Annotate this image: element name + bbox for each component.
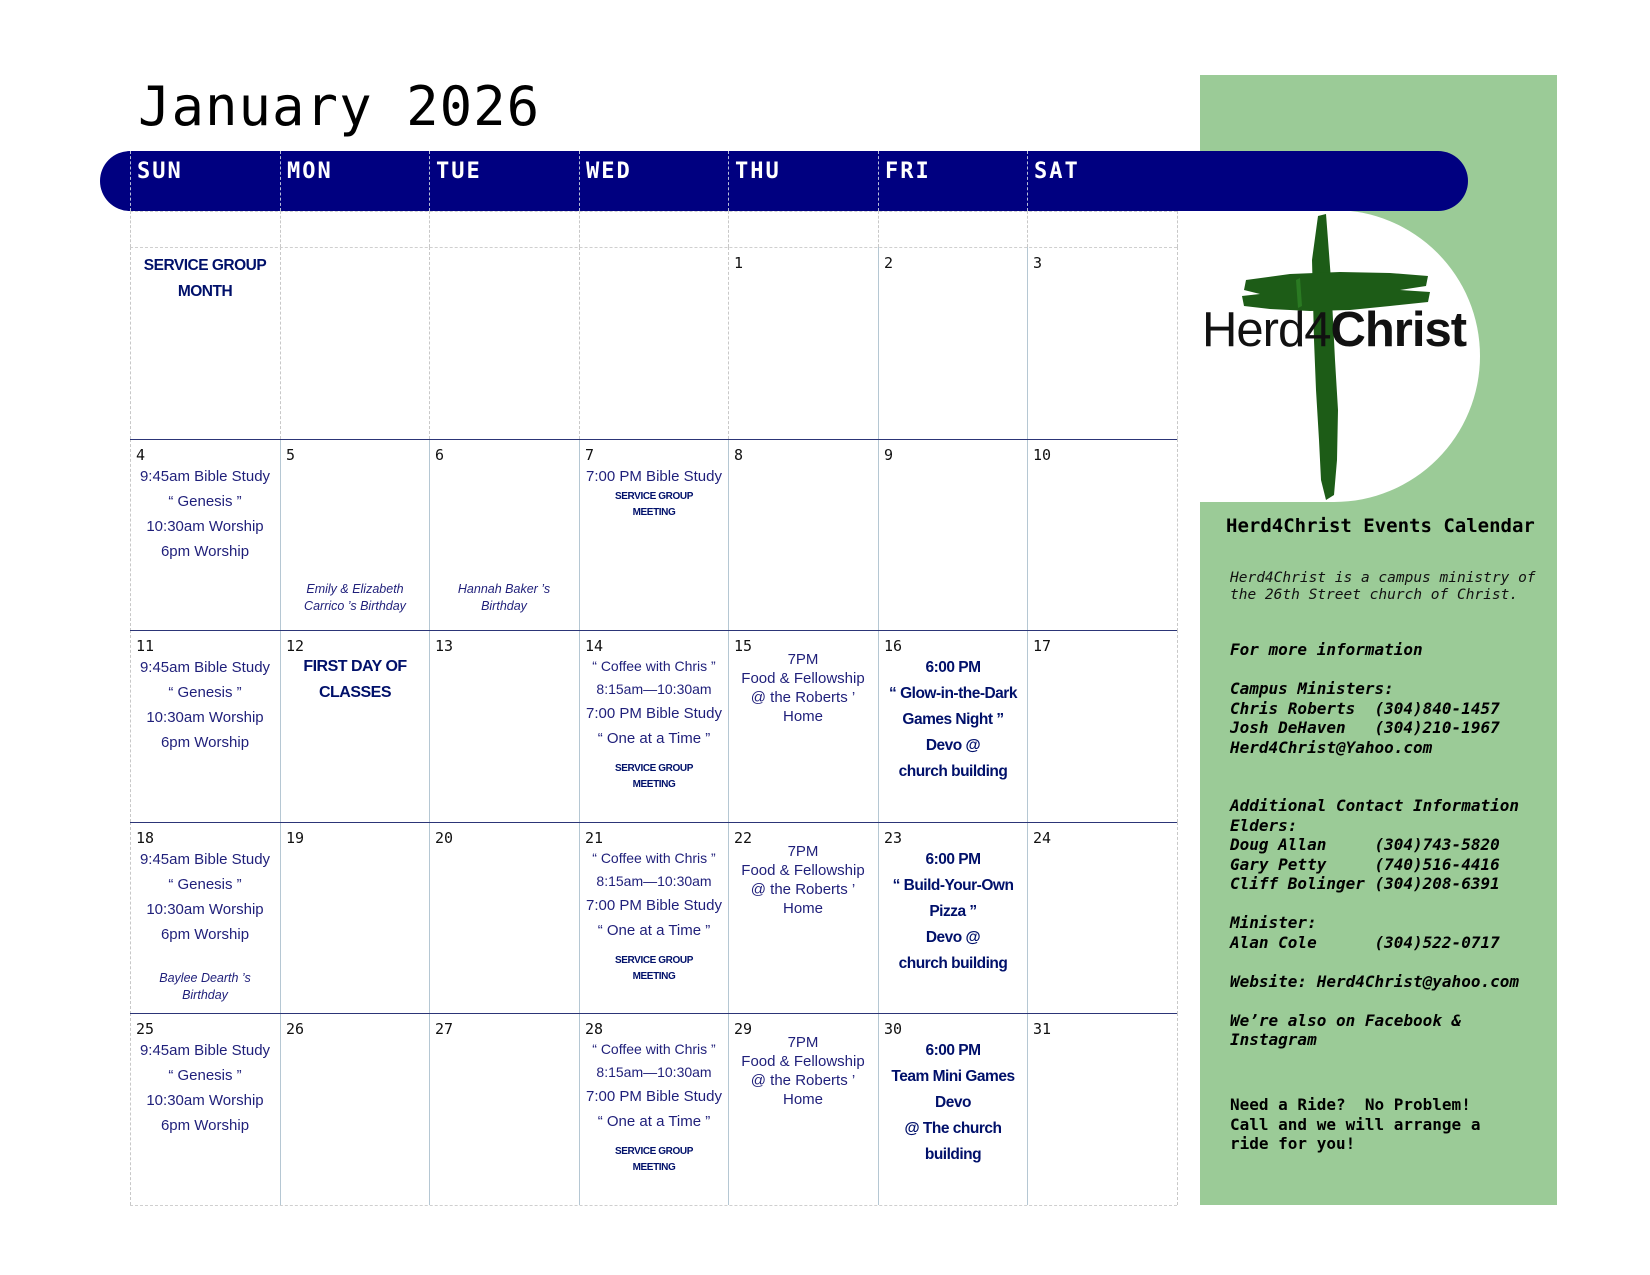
event-list — [878, 847, 1028, 977]
event-text: MONTH — [177, 283, 233, 300]
grid-line-vertical — [1177, 247, 1178, 439]
event-text: 6pm Worship — [160, 1117, 250, 1134]
event-text: FIRST DAY OF — [303, 658, 407, 675]
day-number: 22 — [734, 829, 753, 847]
event-text: @ The church — [904, 1120, 1002, 1137]
event-text: “ Genesis ” — [168, 876, 242, 893]
calendar-day-cell[interactable] — [1027, 439, 1177, 631]
day-header-fri: FRI — [878, 151, 1028, 211]
event-text: 8:15am—10:30am — [596, 873, 712, 889]
calendar-day-cell[interactable] — [728, 1013, 878, 1205]
event-text: “ One at a Time ” — [597, 1113, 711, 1130]
calendar-day-cell[interactable] — [878, 1013, 1028, 1205]
birthday-line: Carrico ’s Birthday — [304, 599, 406, 613]
event-text: SERVICE GROUP — [615, 491, 693, 502]
calendar-day-cell[interactable] — [429, 630, 579, 822]
event-text: 9:45am Bible Study — [139, 851, 271, 868]
day-number: 3 — [1033, 254, 1043, 272]
event-text: MEETING — [632, 971, 676, 982]
event-list — [728, 842, 878, 918]
event-text: SERVICE GROUP — [615, 955, 693, 966]
grid-line-vertical — [728, 211, 729, 247]
event-spacer — [579, 943, 729, 953]
event-text: Food & Fellowship — [741, 862, 865, 879]
event-text: Home — [782, 900, 823, 917]
event-text: Food & Fellowship — [741, 1053, 865, 1070]
event-text: 7:00 PM Bible Study — [586, 1088, 722, 1105]
event-list — [728, 1033, 878, 1109]
event-text: MEETING — [632, 1162, 676, 1173]
event-text: Games Night ” — [902, 711, 1004, 728]
calendar-day-cell[interactable] — [579, 439, 729, 631]
calendar-day-cell[interactable] — [280, 247, 430, 439]
day-number: 10 — [1033, 446, 1052, 464]
calendar-day-cell[interactable] — [728, 247, 878, 439]
calendar-day-cell[interactable] — [130, 1013, 280, 1205]
event-text: 7:00 PM Bible Study — [586, 468, 722, 485]
day-number: 28 — [585, 1020, 604, 1038]
calendar-day-cell[interactable] — [429, 247, 579, 439]
event-text: 10:30am Worship — [146, 709, 264, 726]
calendar-day-cell[interactable] — [878, 247, 1028, 439]
event-text: 9:45am Bible Study — [139, 659, 271, 676]
event-text: 7:00 PM Bible Study — [586, 897, 722, 914]
event-text: Devo @ — [925, 737, 981, 754]
grid-line-vertical — [1027, 211, 1028, 247]
event-text: 6:00 PM — [925, 1042, 981, 1059]
calendar-day-cell[interactable] — [429, 822, 579, 1014]
event-text: @ the Roberts ’ — [750, 689, 856, 706]
day-number: 29 — [734, 1020, 753, 1038]
day-number: 31 — [1033, 1020, 1052, 1038]
day-number: 27 — [435, 1020, 454, 1038]
event-text: 7PM — [787, 651, 819, 668]
calendar-day-cell[interactable] — [579, 247, 729, 439]
calendar-day-cell[interactable] — [579, 822, 729, 1014]
day-number: 21 — [585, 829, 604, 847]
event-text: Home — [782, 1091, 823, 1108]
day-header-thu: THU — [728, 151, 878, 211]
event-text: 8:15am—10:30am — [596, 1064, 712, 1080]
day-number: 19 — [286, 829, 305, 847]
day-number: 2 — [884, 254, 894, 272]
day-number: 4 — [136, 446, 146, 464]
birthday-note — [429, 581, 579, 615]
event-text: “ Glow-in-the-Dark — [889, 685, 1017, 702]
calendar-day-cell[interactable] — [130, 439, 280, 631]
event-text: Pizza ” — [929, 903, 977, 920]
day-number: 24 — [1033, 829, 1052, 847]
sidebar-intro: Herd4Christ is a campus ministry of the 26th Street church of Christ. — [1230, 570, 1536, 603]
day-header-tue: TUE — [429, 151, 579, 211]
calendar-day-cell[interactable] — [878, 822, 1028, 1014]
event-text: SERVICE GROUP — [615, 1146, 693, 1157]
event-text: 9:45am Bible Study — [139, 468, 271, 485]
birthday-note — [130, 970, 280, 1004]
grid-line-vertical — [429, 211, 430, 247]
birthday-line: Birthday — [182, 988, 228, 1002]
event-text: 7PM — [787, 843, 819, 860]
event-text: “ Genesis ” — [168, 684, 242, 701]
day-number: 12 — [286, 637, 305, 655]
event-list — [130, 847, 280, 947]
calendar-day-cell[interactable] — [1027, 630, 1177, 822]
calendar-day-cell[interactable] — [878, 630, 1028, 822]
grid-line-vertical — [878, 211, 879, 247]
event-text: SERVICE GROUP — [615, 763, 693, 774]
day-header-wed: WED — [579, 151, 729, 211]
event-list — [579, 655, 729, 793]
calendar-day-cell[interactable] — [429, 1013, 579, 1205]
day-number: 25 — [136, 1020, 155, 1038]
event-text: @ the Roberts ’ — [750, 1072, 856, 1089]
event-text: church building — [898, 763, 1008, 780]
event-text: church building — [898, 955, 1008, 972]
calendar-day-cell[interactable] — [728, 439, 878, 631]
day-number: 13 — [435, 637, 454, 655]
event-text: “ Coffee with Chris ” — [592, 1041, 716, 1057]
grid-line-vertical — [1177, 211, 1178, 247]
event-text: 8:15am—10:30am — [596, 681, 712, 697]
sidebar-title: Herd4Christ Events Calendar — [1226, 515, 1535, 537]
day-number: 23 — [884, 829, 903, 847]
birthday-line: Baylee Dearth ’s — [159, 971, 251, 985]
day-header-sun: SUN — [130, 151, 280, 211]
event-text: Food & Fellowship — [741, 670, 865, 687]
event-spacer — [579, 751, 729, 761]
event-list — [130, 253, 280, 305]
day-header-mon: MON — [280, 151, 430, 211]
event-text: 10:30am Worship — [146, 518, 264, 535]
event-text: MEETING — [632, 507, 676, 518]
event-text: 6pm Worship — [160, 543, 250, 560]
event-text: “ One at a Time ” — [597, 922, 711, 939]
calendar-day-cell[interactable] — [1027, 247, 1177, 439]
event-text: CLASSES — [318, 684, 392, 701]
event-list — [579, 1038, 729, 1176]
event-text: 6pm Worship — [160, 734, 250, 751]
day-number: 9 — [884, 446, 894, 464]
event-text: 6:00 PM — [925, 851, 981, 868]
grid-line-vertical — [280, 211, 281, 247]
event-list — [878, 1038, 1028, 1168]
calendar-day-cell[interactable] — [1027, 1013, 1177, 1205]
day-number: 1 — [734, 254, 744, 272]
calendar-day-cell[interactable] — [579, 630, 729, 822]
event-list — [130, 464, 280, 564]
day-number: 16 — [884, 637, 903, 655]
day-number: 15 — [734, 637, 753, 655]
calendar-day-cell[interactable] — [1027, 822, 1177, 1014]
birthday-line: Birthday — [481, 599, 527, 613]
event-list — [728, 650, 878, 726]
grid-line-vertical — [579, 211, 580, 247]
event-text: SERVICE GROUP — [143, 257, 267, 274]
calendar-day-cell[interactable] — [429, 439, 579, 631]
grid-line-vertical — [1177, 822, 1178, 1014]
event-text: “ Coffee with Chris ” — [592, 850, 716, 866]
event-list — [579, 464, 729, 521]
event-text: Team Mini Games — [891, 1068, 1015, 1085]
event-spacer — [579, 1134, 729, 1144]
event-list — [878, 655, 1028, 785]
grid-line-vertical — [1177, 439, 1178, 631]
event-text: “ Genesis ” — [168, 1067, 242, 1084]
event-text: 10:30am Worship — [146, 1092, 264, 1109]
event-text: “ Build-Your-Own — [892, 877, 1014, 894]
calendar-day-cell[interactable] — [130, 630, 280, 822]
event-text: “ Genesis ” — [168, 493, 242, 510]
grid-line-vertical — [1177, 1013, 1178, 1205]
calendar-day-cell[interactable] — [130, 822, 280, 1014]
day-number: 5 — [286, 446, 296, 464]
calendar-day-cell[interactable] — [280, 822, 430, 1014]
event-text: Devo — [935, 1094, 971, 1111]
event-text: 6pm Worship — [160, 926, 250, 943]
calendar-day-cell[interactable] — [130, 247, 280, 439]
event-list — [130, 1038, 280, 1138]
birthday-note — [280, 581, 430, 615]
calendar-day-cell[interactable] — [728, 822, 878, 1014]
event-text: MEETING — [632, 779, 676, 790]
event-text: 10:30am Worship — [146, 901, 264, 918]
sidebar-ride-note: Need a Ride? No Problem! Call and we will arrange a ride for you! — [1230, 1095, 1481, 1153]
page-title: January 2026 — [138, 75, 541, 138]
day-number: 14 — [585, 637, 604, 655]
calendar-day-cell[interactable] — [579, 1013, 729, 1205]
event-text: Devo @ — [925, 929, 981, 946]
event-list — [579, 847, 729, 985]
day-number: 18 — [136, 829, 155, 847]
event-list — [130, 655, 280, 755]
event-text: “ Coffee with Chris ” — [592, 658, 716, 674]
calendar-day-cell[interactable] — [728, 630, 878, 822]
day-header-sat: SAT — [1027, 151, 1177, 211]
calendar-day-cell[interactable] — [280, 439, 430, 631]
sidebar-contact-info: For more information Campus Ministers: Chris Roberts (304)840-1457 Josh DeHaven (304)210-1967 Herd4Christ@Yahoo.com Additional Contact Information Elders: Doug Allan (304)743-5820 Gary Petty (740)516-4416 Cliff Bolinger (304)208-6391 Minister: Alan Cole (304)522-0717 Website: Herd4Christ@yahoo.com We’re also on Facebook & Instagram — [1230, 640, 1519, 1049]
event-text: “ One at a Time ” — [597, 730, 711, 747]
grid-line-vertical — [1177, 630, 1178, 822]
logo-wordmark: Herd4Christ — [1202, 303, 1467, 357]
event-text: building — [924, 1146, 982, 1163]
day-number: 26 — [286, 1020, 305, 1038]
event-text: 7PM — [787, 1034, 819, 1051]
event-text: 7:00 PM Bible Study — [586, 705, 722, 722]
event-text: Home — [782, 708, 823, 725]
day-number: 20 — [435, 829, 454, 847]
day-number: 11 — [136, 637, 155, 655]
day-number: 7 — [585, 446, 595, 464]
day-number: 6 — [435, 446, 445, 464]
grid-line-vertical — [130, 211, 131, 247]
event-text: @ the Roberts ’ — [750, 881, 856, 898]
day-number: 17 — [1033, 637, 1052, 655]
calendar-day-cell[interactable] — [280, 630, 430, 822]
calendar-day-cell[interactable] — [878, 439, 1028, 631]
event-text: 6:00 PM — [925, 659, 981, 676]
birthday-line: Hannah Baker ’s — [457, 582, 551, 596]
birthday-line: Emily & Elizabeth — [306, 582, 404, 596]
grid-line-horizontal — [130, 1205, 1177, 1206]
day-number: 30 — [884, 1020, 903, 1038]
day-number: 8 — [734, 446, 744, 464]
event-list — [280, 654, 430, 706]
grid-line-horizontal — [130, 211, 1177, 212]
event-text: 9:45am Bible Study — [139, 1042, 271, 1059]
calendar-day-cell[interactable] — [280, 1013, 430, 1205]
